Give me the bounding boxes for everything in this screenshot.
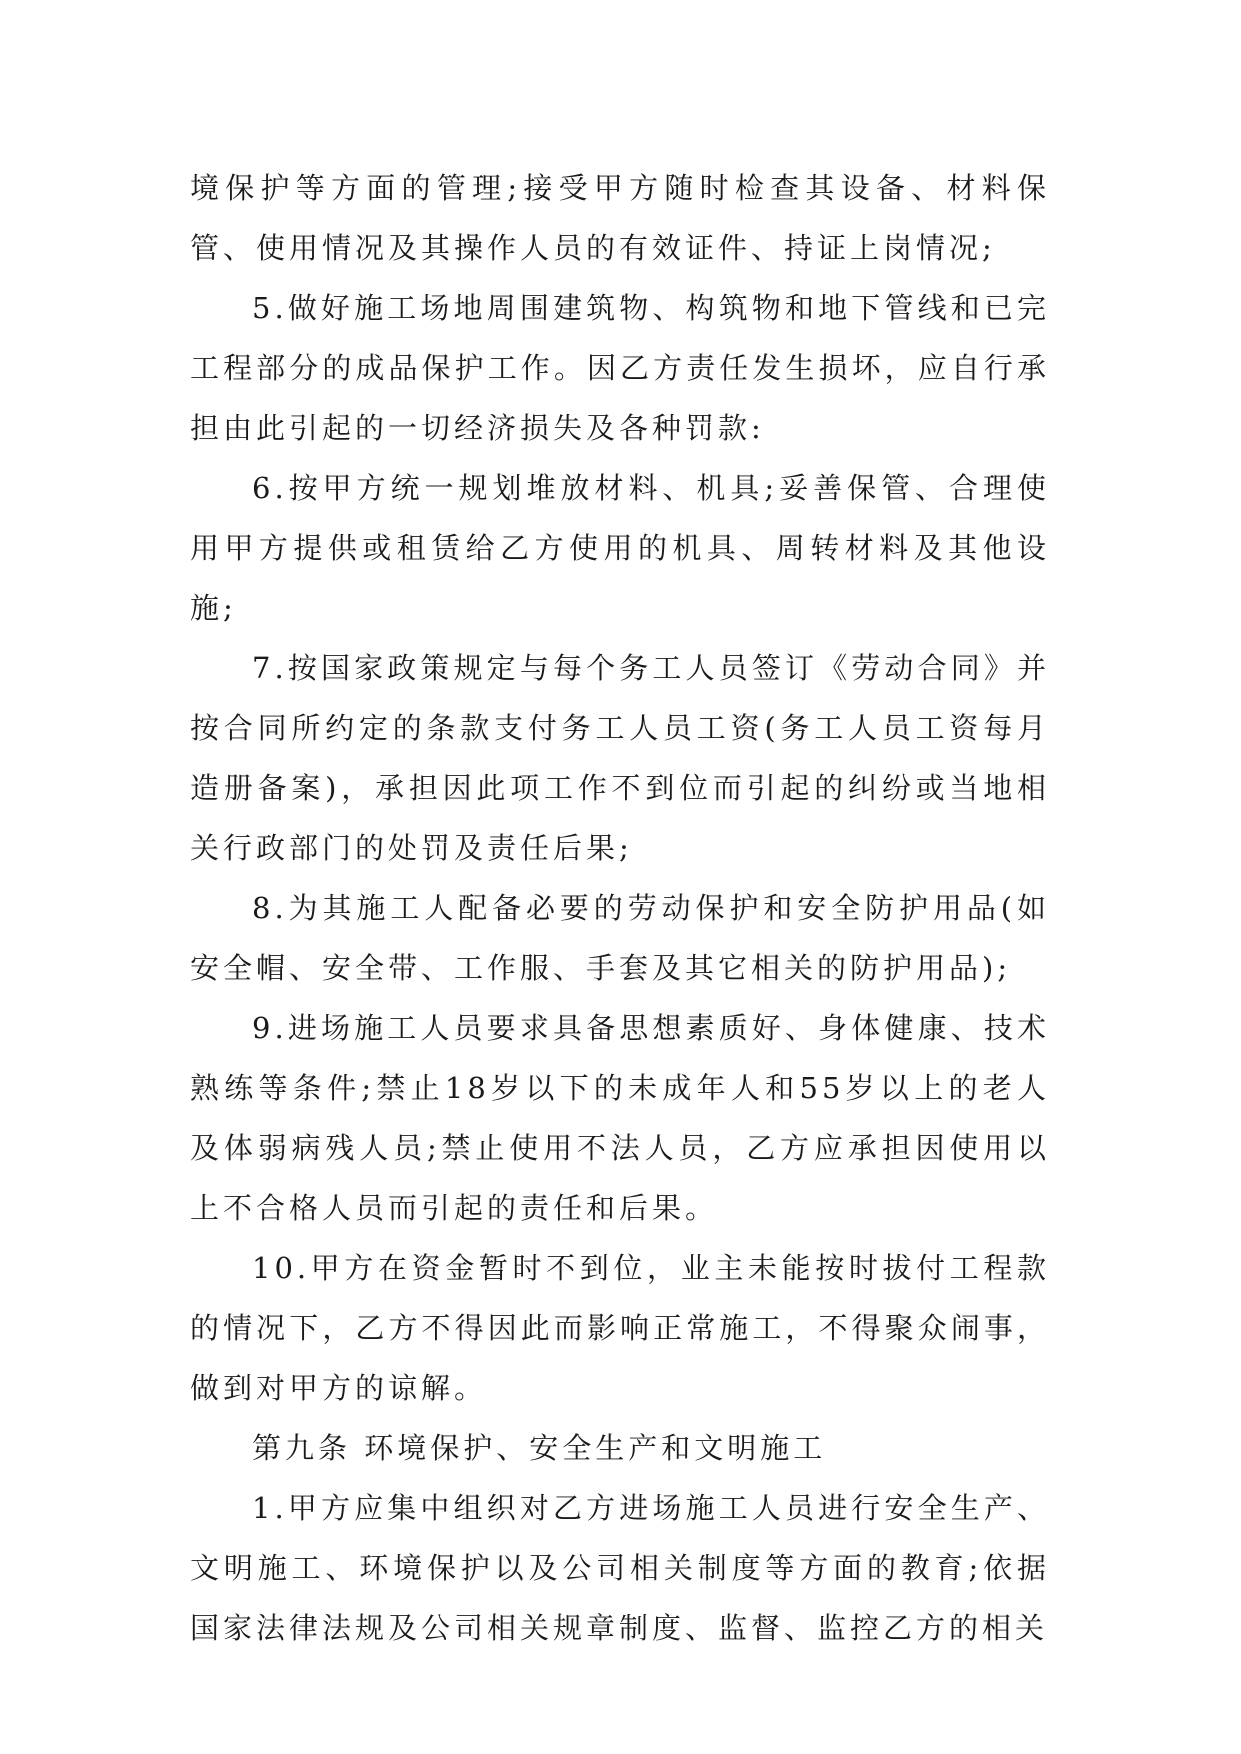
paragraph-item-6: 6.按甲方统一规划堆放材料、机具;妥善保管、合理使用甲方提供或租赁给乙方使用的机具、周转材料及其他设施; bbox=[190, 471, 1050, 625]
document-body bbox=[190, 158, 1050, 1658]
paragraph-item-8: 8.为其施工人配备必要的劳动保护和安全防护用品(如安全帽、安全带、工作服、手套及其它相关的防护用品); bbox=[190, 891, 1050, 985]
paragraph-continuation: 境保护等方面的管理;接受甲方随时检查其设备、材料保管、使用情况及其操作人员的有效证件、持证上岗情况; bbox=[190, 171, 1050, 265]
paragraph-item-7: 7.按国家政策规定与每个务工人员签订《劳动合同》并按合同所约定的条款支付务工人员工资(务工人员工资每月造册备案)，承担因此项工作不到位而引起的纠纷或当地相关行政部门的处罚及责任后果; bbox=[190, 651, 1050, 865]
paragraph-article-9-item-1: 1.甲方应集中组织对乙方进场施工人员进行安全生产、文明施工、环境保护以及公司相关制度等方面的教育;依据国家法律法规及公司相关规章制度、监督、监控乙方的相关 bbox=[190, 1491, 1050, 1645]
paragraph-item-5: 5.做好施工场地周围建筑物、构筑物和地下管线和已完工程部分的成品保护工作。因乙方责任发生损坏，应自行承担由此引起的一切经济损失及各种罚款: bbox=[190, 291, 1050, 445]
paragraph-item-10: 10.甲方在资金暂时不到位，业主未能按时拔付工程款的情况下，乙方不得因此而影响正常施工，不得聚众闹事，做到对甲方的谅解。 bbox=[190, 1251, 1050, 1405]
paragraph-item-9: 9.进场施工人员要求具备思想素质好、身体健康、技术熟练等条件;禁止18岁以下的未成年人和55岁以上的老人及体弱病残人员;禁止使用不法人员，乙方应承担因使用以上不合格人员而引起的责任和后果。 bbox=[190, 1011, 1050, 1225]
section-heading-article-9: 第九条 环境保护、安全生产和文明施工 bbox=[252, 1431, 827, 1465]
